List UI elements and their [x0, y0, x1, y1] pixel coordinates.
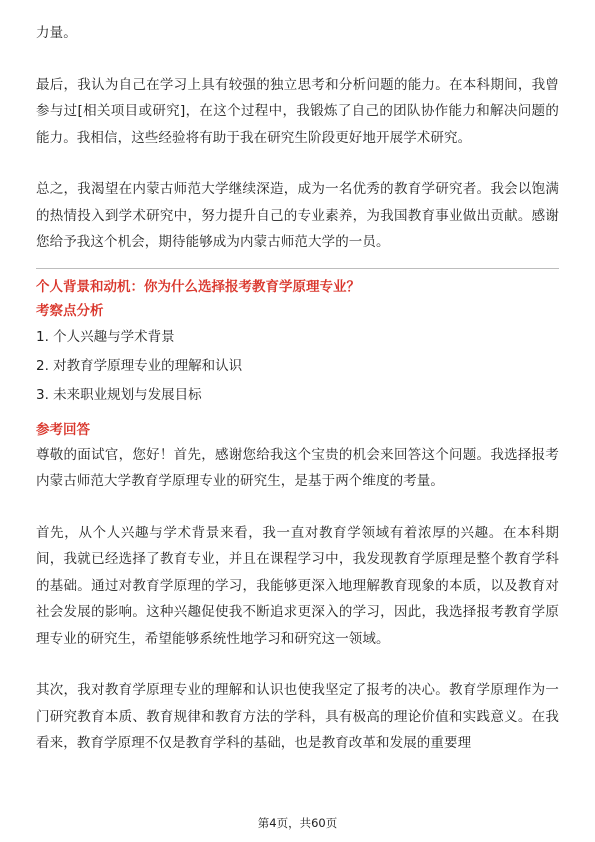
section-divider: [36, 268, 559, 269]
paragraph-continuation: 力量。: [36, 25, 77, 41]
page-footer: 第4页，共60页: [257, 816, 338, 830]
question-title: 个人背景和动机：你为什么选择报考教育学原理专业？: [36, 278, 360, 295]
analysis-point: 3. 未来职业规划与发展目标: [36, 386, 202, 403]
answer-label: 参考回答: [36, 421, 90, 438]
paragraph-conclusion: 总之，我渴望在内蒙古师范大学继续深造，成为一名优秀的教育学研究者。我会以饱满的热情投入到学术研究中，努力提升自己的专业素养，为我国教育事业做出贡献。感谢您给予我这个机会，期待能够成为内蒙古师范大学的一员。: [36, 181, 559, 250]
analysis-point: 1. 个人兴趣与学术背景: [36, 328, 175, 345]
answer-paragraph-interest: 首先，从个人兴趣与学术背景来看，我一直对教育学领域有着浓厚的兴趣。在本科期间，我就已经选择了教育专业，并且在课程学习中，我发现教育学原理是整个教育学科的基础。通过对教育学原理的学习，我能够更深入地理解教育现象的本质，以及教育对社会发展的影响。这种兴趣促使我不断追求更深入的学习，因此，我选择报考教育学原理专业的研究生，希望能够系统性地学习和研究这一领域。: [36, 524, 559, 647]
page-content: [36, 20, 559, 757]
analysis-points-list: [36, 323, 559, 410]
analysis-point: 2. 对教育学原理专业的理解和认识: [36, 357, 243, 374]
answer-paragraph-understanding: 其次，我对教育学原理专业的理解和认识也使我坚定了报考的决心。教育学原理作为一门研究教育本质、教育规律和教育方法的学科，具有极高的理论价值和实践意义。在我看来，教育学原理不仅是教育学科的基础，也是教育改革和发展的重要理: [36, 682, 559, 751]
analysis-label: 考察点分析: [36, 302, 104, 319]
paragraph-thinking-ability: 最后，我认为自己在学习上具有较强的独立思考和分析问题的能力。在本科期间，我曾参与过[相关项目或研究]，在这个过程中，我锻炼了自己的团队协作能力和解决问题的能力。我相信，这些经验将有助于我在研究生阶段更好地开展学术研究。: [36, 76, 559, 146]
answer-paragraph-intro: 尊敬的面试官，您好！首先，感谢您给我这个宝贵的机会来回答这个问题。我选择报考内蒙古师范大学教育学原理专业的研究生，是基于两个维度的考量。: [36, 446, 559, 489]
